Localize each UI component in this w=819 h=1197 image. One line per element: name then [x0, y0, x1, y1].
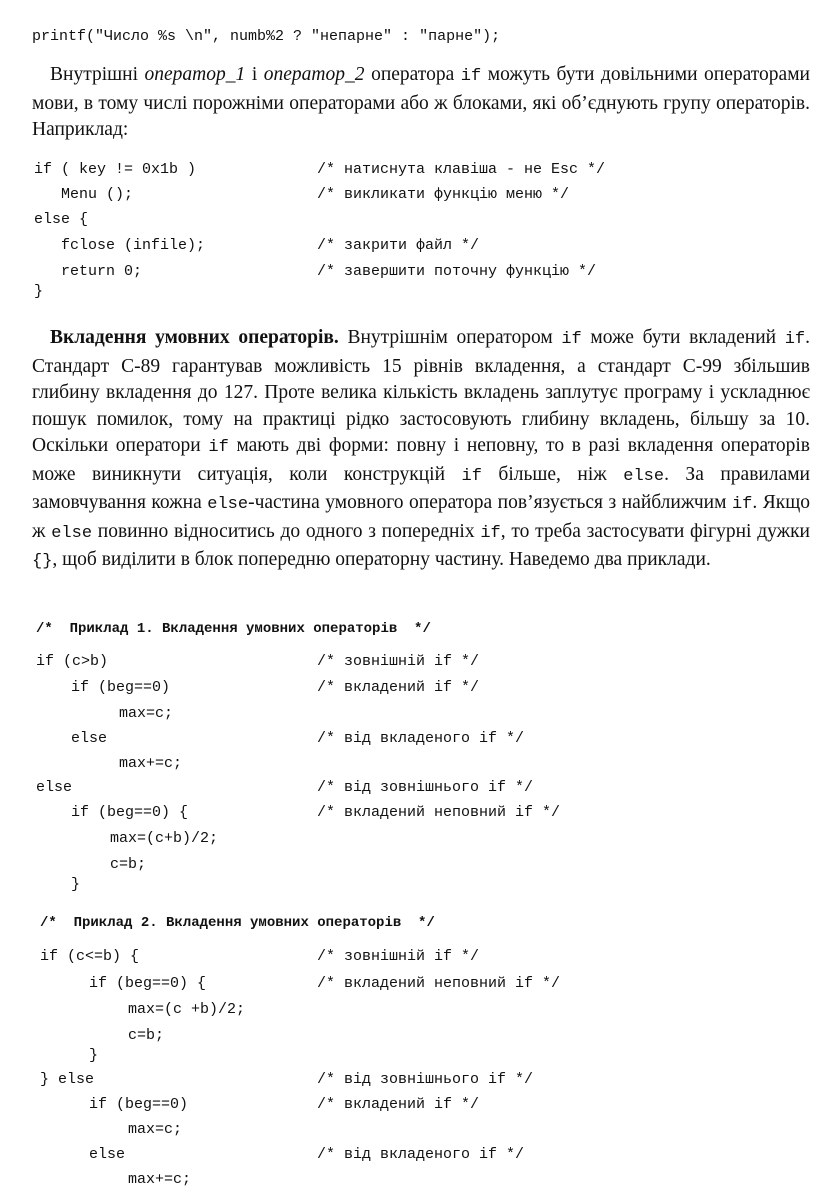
text-run: . Якщо ж [32, 492, 810, 542]
text-run: мають дві форми: повну і неповну, то в разі вкладення операторів може виникнути ситуація, коли конструкцій [32, 435, 810, 485]
code-line: c=b; [56, 856, 147, 873]
text-run: . Стандарт С-89 гарантував можливість 15 рівнів вкладення, а стандарт С-99 збільшив глибину вкладення до 127. Проте велика кількість вкладень заплутує програму і ускладнює пошук помилок, тому на практиці рідко застосовують глибину вкладень, більшу за 10. Оскільки оператори [32, 327, 811, 456]
code-line: c=b; [74, 1027, 165, 1044]
code-line: max+=c; [56, 755, 183, 772]
code-line: if (c>b) [36, 653, 109, 670]
code-line: if (beg==0) [62, 1096, 189, 1113]
keyword-if: if [460, 67, 482, 86]
example-title: /* Приклад 1. Вкладення умовних операторів */ [36, 621, 431, 637]
keyword: if [208, 438, 229, 457]
code-line: max+=c; [74, 1171, 192, 1188]
code-line: } [34, 283, 44, 300]
code-line: } [44, 876, 81, 893]
code-line: if ( key != 0x1b ) [34, 161, 197, 178]
code-line: if (beg==0) { [44, 804, 189, 821]
text-run: оператора [364, 64, 461, 85]
keyword: if [784, 330, 806, 349]
text-run: Внутрішнім оператором [338, 327, 562, 348]
code-comment: /* від вкладеного if */ [317, 730, 525, 747]
code-comment: /* закрити файл */ [317, 237, 480, 254]
code-line: if (beg==0) { [62, 975, 207, 992]
text-run: , щоб виділити в блок попередню операторну частину. Наведемо два приклади. [52, 549, 711, 570]
term-operator-2: оператор_2 [263, 64, 365, 85]
text-run: можуть бути довільними операторами мови, в тому числі порожніми операторами або ж блоками, які об’єднують групу операторів. Наприклад: [32, 64, 810, 140]
code-line: else [62, 1146, 126, 1163]
code-line: else { [34, 211, 89, 228]
paragraph-operators [32, 62, 810, 144]
text-run: Внутрішні [50, 64, 145, 85]
code-comment: /* від зовнішнього if */ [317, 779, 534, 796]
code-line: Menu (); [34, 186, 134, 203]
paragraph-nested-if [32, 325, 810, 576]
text-run: повинно відноситись до одного з попередніх [92, 520, 481, 542]
keyword: else [207, 495, 249, 514]
code-line: } [62, 1047, 99, 1064]
keyword-braces: {} [32, 552, 53, 571]
keyword: if [731, 495, 753, 514]
code-line: } else [40, 1071, 95, 1088]
keyword: if [561, 330, 582, 349]
term-operator-1: оператор_1 [144, 64, 246, 85]
code-comment: /* зовнішній if */ [317, 948, 480, 965]
keyword: else [623, 466, 665, 486]
code-comment: /* зовнішній if */ [317, 653, 480, 670]
code-line: return 0; [34, 263, 143, 280]
section-heading: Вкладення умовних операторів. [50, 327, 339, 348]
code-line: fclose (infile); [34, 237, 206, 254]
text-run: , то треба застосувати фігурні дужки [500, 520, 810, 542]
example-title: /* Приклад 2. Вкладення умовних операторів */ [40, 915, 435, 931]
code-line: max=(c+b)/2; [56, 830, 219, 847]
code-comment: /* натиснута клавіша - не Esc */ [317, 161, 606, 178]
code-line: if (beg==0) [44, 679, 171, 696]
text-run: . За правилами замовчування кожна [32, 463, 810, 513]
code-comment: /* вкладений неповний if */ [317, 975, 561, 992]
text-run: і [245, 64, 264, 85]
text-run: більше, ніж [481, 463, 624, 485]
code-line: if (c<=b) { [40, 948, 140, 965]
code-comment: /* вкладений if */ [317, 679, 480, 696]
code-comment: /* вкладений if */ [317, 1096, 480, 1113]
keyword: if [480, 523, 501, 543]
code-comment: /* від вкладеного if */ [317, 1146, 525, 1163]
code-line: max=c; [56, 705, 174, 722]
code-comment: /* викликати функцію меню */ [317, 186, 570, 203]
code-line: else [36, 779, 73, 796]
code-line: max=c; [74, 1121, 183, 1138]
code-line-printf: printf("Число %s \n", numb%2 ? "непарне" : "парне"); [32, 28, 501, 45]
text-run: -частина умовного оператора пов’язується з найближчим [248, 492, 732, 513]
code-line: else [44, 730, 108, 747]
keyword: if [461, 466, 482, 486]
code-line: max=(c +b)/2; [74, 1001, 246, 1018]
code-comment: /* завершити поточну функцію */ [317, 263, 597, 280]
text-run: може бути вкладений [581, 327, 785, 348]
code-comment: /* вкладений неповний if */ [317, 804, 561, 821]
keyword: else [51, 523, 93, 543]
code-comment: /* від зовнішнього if */ [317, 1071, 534, 1088]
